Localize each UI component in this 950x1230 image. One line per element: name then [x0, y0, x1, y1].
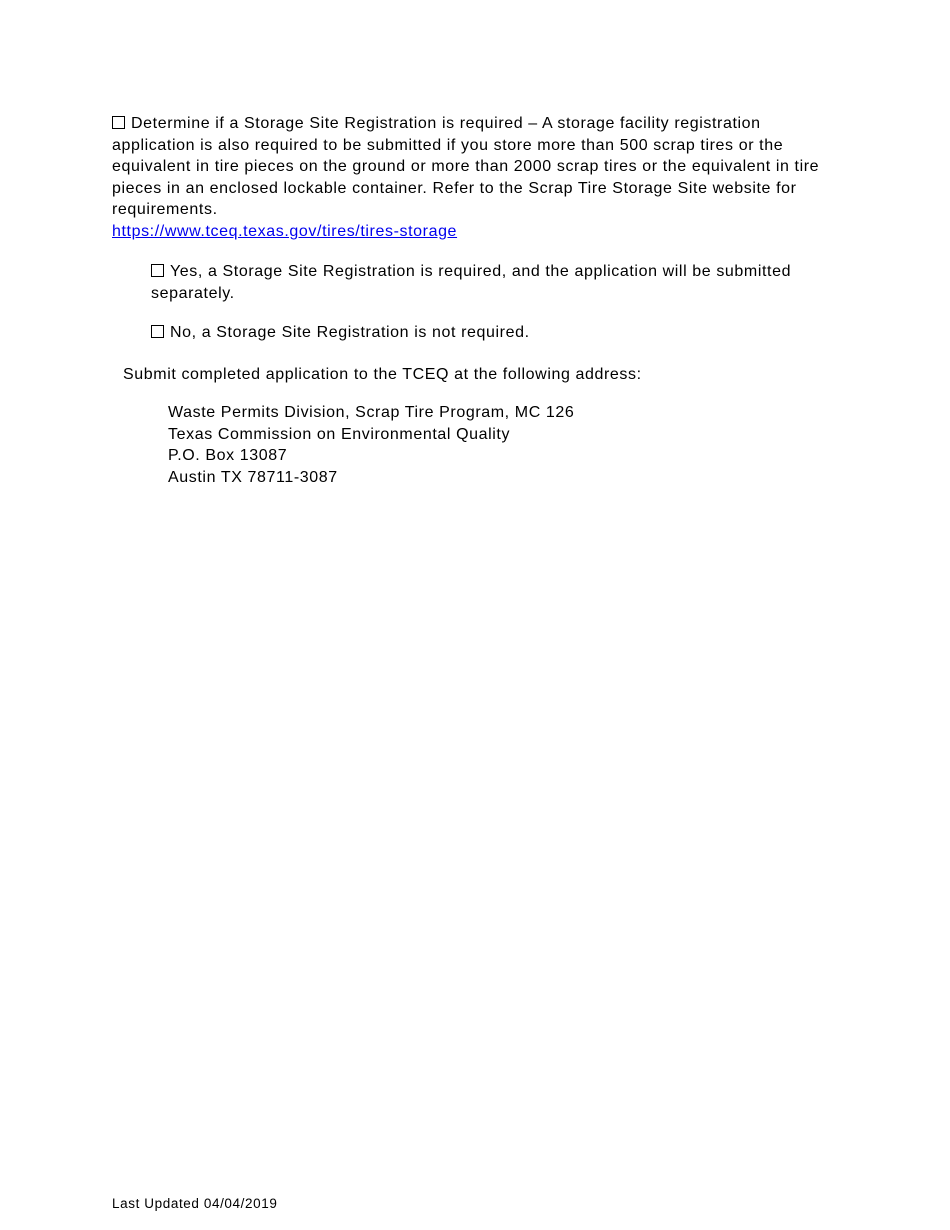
option-yes-text: Yes, a Storage Site Registration is required, and the application will be submitted separately. [151, 263, 792, 302]
storage-site-determination-item [112, 113, 837, 242]
option-no-item [151, 322, 811, 344]
address-line-2: Texas Commission on Environmental Quality [168, 425, 511, 443]
yes-checkbox[interactable] [151, 264, 164, 277]
determine-text: Determine if a Storage Site Registration is required – A storage facility registration application is also required to be submitted if you store more than 500 scrap tires or the equivalent in tire pieces on the ground or more than 2000 scrap tires or the equivalent in tire pieces in an enclosed lockable container. Refer to the Scrap Tire Storage Site website for requirements. [112, 115, 820, 218]
address-line-4: Austin TX 78711-3087 [168, 468, 338, 486]
submit-instruction: Submit completed application to the TCEQ at the following address: [123, 366, 642, 383]
determine-checkbox[interactable] [112, 116, 125, 129]
address-line-1: Waste Permits Division, Scrap Tire Program, MC 126 [168, 404, 575, 421]
mailing-address [168, 402, 768, 488]
option-no-text: No, a Storage Site Registration is not required. [170, 324, 530, 341]
address-line-3: P.O. Box 13087 [168, 447, 288, 464]
last-updated-footer: Last Updated 04/04/2019 [112, 1196, 278, 1211]
option-yes-item [151, 261, 811, 304]
no-checkbox[interactable] [151, 325, 164, 338]
storage-site-website-link[interactable]: https://www.tceq.texas.gov/tires/tires-storage [112, 222, 458, 240]
